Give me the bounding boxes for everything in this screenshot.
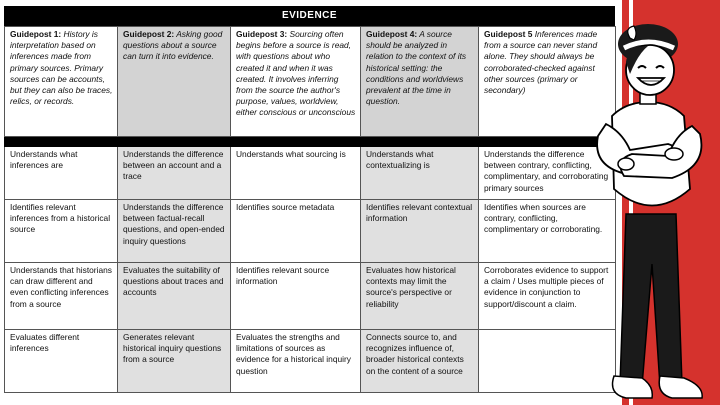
table-cell: Understands the difference between factual-recall questions, and open-ended inquiry questions <box>118 200 231 263</box>
woman-illustration <box>568 14 720 405</box>
table-cell: Identifies relevant source information <box>231 263 361 330</box>
table-cell: Evaluates the suitability of questions about traces and accounts <box>118 263 231 330</box>
separator-cell <box>5 137 118 147</box>
guidepost-label: Guidepost 4: <box>366 29 418 39</box>
table-cell: Evaluates the strengths and limitations of sources as evidence for a historical inquiry question <box>231 330 361 393</box>
guidepost-text: Sourcing often begins before a source is read, with questions about who created it and when it was created. It involves inferring from the source the author's purpose, values, worldview, either conscious or unconscious <box>236 29 356 118</box>
table-cell: Evaluates different inferences <box>5 330 118 393</box>
guidepost-label: Guidepost 1: <box>10 29 62 39</box>
separator-cell <box>118 137 231 147</box>
evidence-table <box>4 26 616 393</box>
guidepost-3-cell <box>231 27 361 137</box>
table-cell: Connects source to, and recognizes influence of, broader historical contexts on the content of a source <box>361 330 479 393</box>
guidepost-header-row <box>5 27 616 137</box>
guidepost-label: Guidepost 5 <box>484 29 533 39</box>
table-cell: Understands the difference between contrary, conflicting, complimentary, and corroborating primary sources <box>479 147 616 200</box>
table-cell: Understands that historians can draw different and even conflicting inferences from a source <box>5 263 118 330</box>
table-row <box>5 330 616 393</box>
table-title: EVIDENCE <box>4 6 615 26</box>
separator-cell <box>361 137 479 147</box>
table-cell: Identifies source metadata <box>231 200 361 263</box>
table-cell: Identifies relevant inferences from a historical source <box>5 200 118 263</box>
separator-cell <box>231 137 361 147</box>
guidepost-label: Guidepost 3: <box>236 29 288 39</box>
table-cell: Corroborates evidence to support a claim / Uses multiple pieces of evidence in conjunction to support/discount a claim. <box>479 263 616 330</box>
table-row <box>5 147 616 200</box>
guidepost-text: A source should be analyzed in relation to the context of its historical setting: the conditions and worldviews prevalent at the time in question. <box>366 29 467 107</box>
table-cell: Generates relevant historical inquiry questions from a source <box>118 330 231 393</box>
guidepost-text: Inferences made from a source can never stand alone. They should always be corroborated-checked against other sources (primary or secondary) <box>484 29 598 96</box>
table-cell: Identifies when sources are contrary, conflicting, complimentary or corroborating. <box>479 200 616 263</box>
table-cell: Evaluates how historical contexts may limit the source's perspective or reliability <box>361 263 479 330</box>
guidepost-text: Asking good questions about a source can turn it into evidence. <box>123 29 223 62</box>
table-row <box>5 200 616 263</box>
table-cell: Understands what inferences are <box>5 147 118 200</box>
guidepost-1-cell <box>5 27 118 137</box>
guidepost-2-cell <box>118 27 231 137</box>
guidepost-label: Guidepost 2: <box>123 29 175 39</box>
table-cell: Identifies relevant contextual information <box>361 200 479 263</box>
table-cell: Understands what contextualizing is <box>361 147 479 200</box>
table-row <box>5 263 616 330</box>
table-cell: Understands the difference between an account and a trace <box>118 147 231 200</box>
guidepost-4-cell <box>361 27 479 137</box>
guidepost-text: History is interpretation based on inferences made from primary sources. Primary sources can be accounts, but they can also be traces, relics, or records. <box>10 29 113 107</box>
separator-row <box>5 137 616 147</box>
table-cell: Understands what sourcing is <box>231 147 361 200</box>
